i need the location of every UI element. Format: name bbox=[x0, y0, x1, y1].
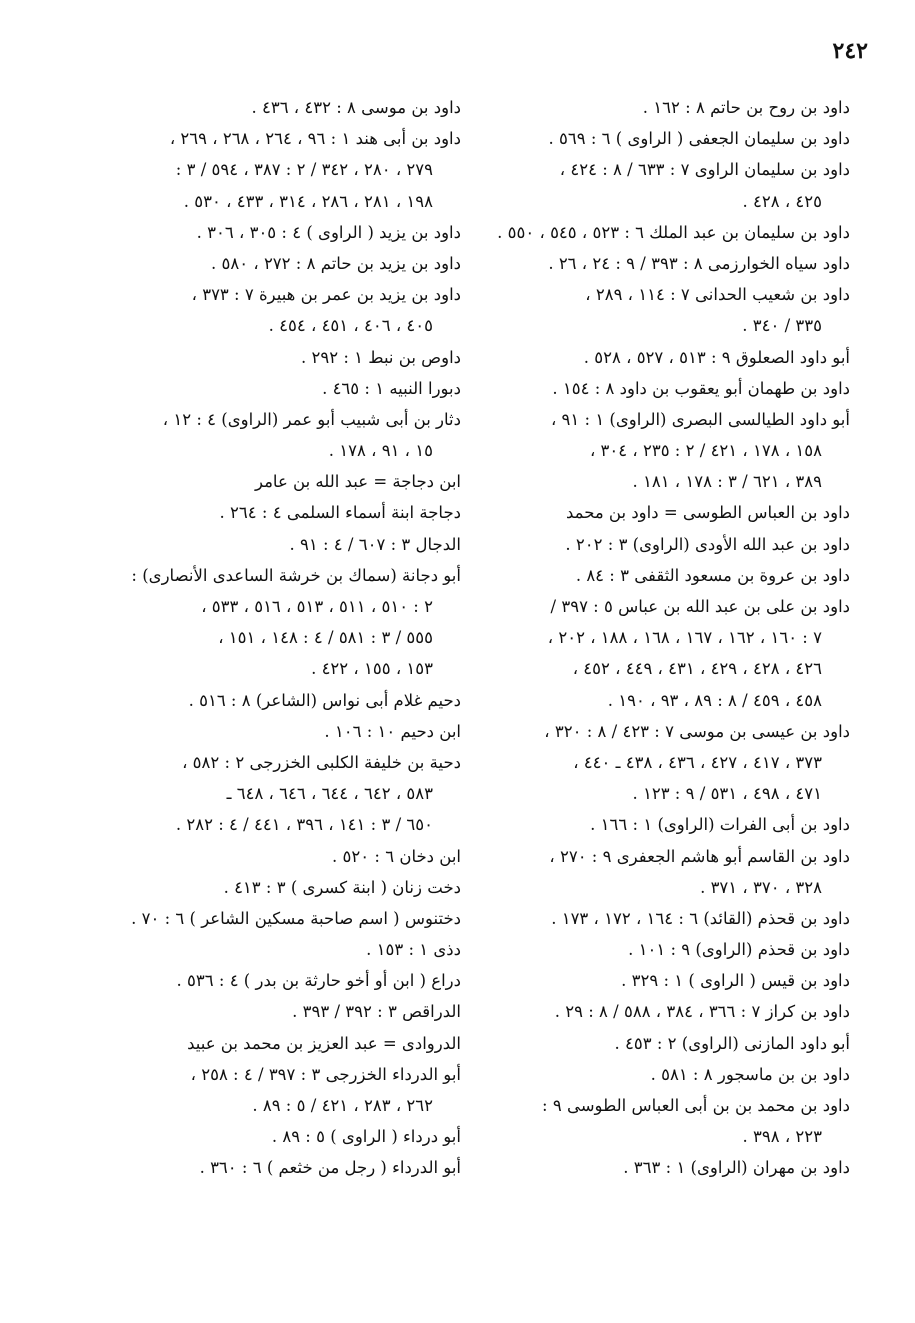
index-entry: دحية بن خليفة الكلبى الخزرجى ٢ : ٥٨٢ ، bbox=[182, 752, 461, 772]
index-entry: داود بن عيسى بن موسى ٧ : ٤٢٣ / ٨ : ٣٢٠ ، bbox=[544, 721, 850, 741]
index-entry: داوص بن نبط ١ : ٢٩٢ . bbox=[301, 347, 461, 367]
index-entry: داود بن بن ماسجور ٨ : ٥٨١ . bbox=[650, 1064, 850, 1084]
index-entry-continuation: ٢ : ٥١٠ ، ٥١١ ، ٥١٣ ، ٥١٦ ، ٥٣٣ ، bbox=[201, 597, 433, 616]
index-entry-continuation: ١٩٨ ، ٢٨١ ، ٢٨٦ ، ٣١٤ ، ٤٣٣ ، ٥٣٠ . bbox=[183, 191, 433, 211]
index-entry-continuation: ٣٧٣ ، ٤١٧ ، ٤٢٧ ، ٤٣٦ ، ٤٣٨ ـ ٤٤٠ ، bbox=[573, 752, 822, 772]
index-entry: الدروادى = عبد العزيز بن محمد بن عبيد bbox=[187, 1033, 461, 1053]
index-entry: داود بن محمد بن بن أبى العباس الطوسى ٩ : bbox=[542, 1096, 850, 1115]
index-entry: ابن دخان ٦ : ٥٢٠ . bbox=[332, 846, 461, 866]
index-entry-continuation: ٢٢٣ ، ٣٩٨ . bbox=[742, 1127, 822, 1147]
index-entry: داود سياه الخوارزمى ٨ : ٣٩٣ / ٩ : ٢٤ ، ٢٦ . bbox=[548, 253, 850, 273]
index-entry: داود بن روح بن حاتم ٨ : ١٦٢ . bbox=[642, 98, 850, 117]
index-entry: ابن دجاجة = عبد الله بن عامر bbox=[254, 472, 461, 492]
index-entry-continuation: ٤٢٦ ، ٤٢٨ ، ٤٢٩ ، ٤٣١ ، ٤٤٩ ، ٤٥٢ ، bbox=[572, 659, 822, 679]
index-entry: دختنوس ( اسم صاحبة مسكين الشاعر ) ٦ : ٧٠ . bbox=[131, 908, 461, 928]
index-entry-continuation: ٣٣٥ / ٣٤٠ . bbox=[742, 316, 822, 336]
index-entry: دحيم غلام أبى نواس (الشاعر) ٨ : ٥١٦ . bbox=[188, 690, 461, 710]
index-entry: داود بن يزيد بن عمر بن هبيرة ٧ : ٣٧٣ ، bbox=[191, 285, 461, 305]
index-entry: داود بن طهمان أبو يعقوب بن داود ٨ : ١٥٤ . bbox=[552, 378, 850, 398]
index-entry: داود بن عروة بن مسعود الثقفى ٣ : ٨٤ . bbox=[575, 565, 850, 585]
index-entry: داود بن سليمان الجعفى ( الراوى ) ٦ : ٥٦٩ . bbox=[548, 129, 850, 149]
index-entry: داود بن موسى ٨ : ٤٣٢ ، ٤٣٦ . bbox=[251, 98, 461, 117]
index-entry: أبو الدرداء الخزرجى ٣ : ٣٩٧ / ٤ : ٢٥٨ ، bbox=[190, 1064, 461, 1084]
index-entry: داود بن سليمان بن عبد الملك ٦ : ٥٢٣ ، ٥٤٥ ، ٥٥٠ . bbox=[497, 222, 850, 242]
index-entry: أبو داود الصعلوق ٩ : ٥١٣ ، ٥٢٧ ، ٥٢٨ . bbox=[583, 347, 850, 367]
index-entry-continuation: ٧ : ١٦٠ ، ١٦٢ ، ١٦٧ ، ١٦٨ ، ١٨٨ ، ٢٠٢ ، bbox=[547, 628, 822, 648]
left-column bbox=[96, 92, 461, 1184]
index-entry: دراع ( ابن أو أخو حارثة بن بدر ) ٤ : ٥٣٦ . bbox=[176, 971, 461, 991]
index-entry-continuation: ٢٦٢ ، ٢٨٣ ، ٤٢١ / ٥ : ٨٩ . bbox=[252, 1096, 433, 1115]
index-entry-continuation: ١٥ ، ٩١ ، ١٧٨ . bbox=[328, 441, 433, 461]
index-entry: داود بن العباس الطوسى = داود بن محمد bbox=[566, 503, 850, 523]
index-entry: داود بن قحذم (القائد) ٦ : ١٦٤ ، ١٧٢ ، ١٧٣ . bbox=[551, 908, 850, 928]
index-entry: داود بن مهران (الراوى) ١ : ٣٦٣ . bbox=[623, 1158, 850, 1178]
index-entry: داود بن قحذم (الراوى) ٩ : ١٠١ . bbox=[628, 940, 850, 960]
index-entry: أبو داود المازنى (الراوى) ٢ : ٤٥٣ . bbox=[614, 1033, 850, 1053]
index-entry: ابن دحيم ١٠ : ١٠٦ . bbox=[324, 721, 461, 741]
index-entry: داود بن يزيد بن حاتم ٨ : ٢٧٢ ، ٥٨٠ . bbox=[211, 253, 461, 273]
index-entry: الدراقص ٣ : ٣٩٢ / ٣٩٣ . bbox=[292, 1002, 461, 1022]
index-entry: أبو داود الطيالسى البصرى (الراوى) ١ : ٩١ ، bbox=[550, 409, 850, 429]
index-entry: داود بن يزيد ( الراوى ) ٤ : ٣٠٥ ، ٣٠٦ . bbox=[196, 222, 461, 242]
index-entry: داود بن أبى الفرات (الراوى) ١ : ١٦٦ . bbox=[590, 815, 850, 835]
index-entry-continuation: ٤٥٨ ، ٤٥٩ / ٨ : ٨٩ ، ٩٣ ، ١٩٠ . bbox=[607, 690, 822, 710]
index-entry-continuation: ٥٨٣ ، ٦٤٢ ، ٦٤٤ ، ٦٤٦ ، ٦٤٨ ـ bbox=[226, 784, 433, 804]
index-entry: أبو الدرداء ( رجل من خثعم ) ٦ : ٣٦٠ . bbox=[199, 1158, 461, 1178]
index-entry: الدجال ٣ : ٦٠٧ / ٤ : ٩١ . bbox=[289, 534, 461, 554]
index-entry: دذى ١ : ١٥٣ . bbox=[366, 940, 461, 960]
index-entry-continuation: ٦٥٠ / ٣ : ١٤١ ، ٣٩٦ ، ٤٤١ / ٤ : ٢٨٢ . bbox=[175, 815, 433, 835]
index-entry: دجاجة ابنة أسماء السلمى ٤ : ٢٦٤ . bbox=[219, 503, 461, 523]
page-number: ٢٤٢ bbox=[832, 38, 868, 64]
index-entry: دخت زنان ( ابنة كسرى ) ٣ : ٤١٣ . bbox=[223, 877, 461, 897]
index-entry: داود بن على بن عبد الله بن عباس ٥ : ٣٩٧ / bbox=[550, 597, 850, 616]
index-entry-continuation: ١٥٣ ، ١٥٥ ، ٤٢٢ . bbox=[311, 659, 433, 679]
index-entry: داود بن قيس ( الراوى ) ١ : ٣٢٩ . bbox=[621, 971, 850, 991]
index-entry: أبو دجانة (سماك بن خرشة الساعدى الأنصارى) : bbox=[131, 565, 461, 585]
index-entry-continuation: ٥٥٥ / ٣ : ٥٨١ / ٤ : ١٤٨ ، ١٥١ ، bbox=[218, 628, 433, 648]
index-entry: داود بن شعيب الحدانى ٧ : ١١٤ ، ٢٨٩ ، bbox=[585, 285, 850, 305]
index-entry-continuation: ٤٧١ ، ٤٩٨ ، ٥٣١ / ٩ : ١٢٣ . bbox=[632, 784, 822, 804]
index-entry: داود بن عبد الله الأودى (الراوى) ٣ : ٢٠٢ . bbox=[565, 534, 850, 554]
index-entry: داود بن سليمان الراوى ٧ : ٦٣٣ / ٨ : ٤٢٤ ، bbox=[559, 160, 850, 180]
index-entry-continuation: ٤٠٥ ، ٤٠٦ ، ٤٥١ ، ٤٥٤ . bbox=[268, 316, 433, 336]
index-entry-continuation: ٤٢٥ ، ٤٢٨ . bbox=[742, 191, 822, 211]
index-entry: أبو درداء ( الراوى ) ٥ : ٨٩ . bbox=[271, 1127, 461, 1147]
index-entry: داود بن القاسم أبو هاشم الجعفرى ٩ : ٢٧٠ ، bbox=[549, 846, 850, 866]
index-entry-continuation: ١٥٨ ، ١٧٨ ، ٤٢١ / ٢ : ٢٣٥ ، ٣٠٤ ، bbox=[589, 441, 822, 461]
index-entry: داود بن أبى هند ١ : ٩٦ ، ٢٦٤ ، ٢٦٨ ، ٢٦٩ ، bbox=[169, 129, 461, 149]
index-entry: دثار بن أبى شبيب أبو عمر (الراوى) ٤ : ١٢ ، bbox=[162, 409, 461, 429]
index-entry-continuation: ٣٢٨ ، ٣٧٠ ، ٣٧١ . bbox=[700, 877, 822, 897]
index-entry: داود بن كراز ٧ : ٣٦٦ ، ٣٨٤ ، ٥٨٨ / ٨ : ٢٩ . bbox=[554, 1002, 850, 1022]
index-entry: دبورا النبيه ١ : ٤٦٥ . bbox=[322, 378, 461, 398]
index-entry-continuation: ٣٨٩ ، ٦٢١ / ٣ : ١٧٨ ، ١٨١ . bbox=[632, 472, 822, 492]
index-entry-continuation: ٢٧٩ ، ٢٨٠ ، ٣٤٢ / ٢ : ٣٨٧ ، ٥٩٤ / ٣ : bbox=[175, 160, 433, 180]
right-column bbox=[478, 92, 850, 1184]
